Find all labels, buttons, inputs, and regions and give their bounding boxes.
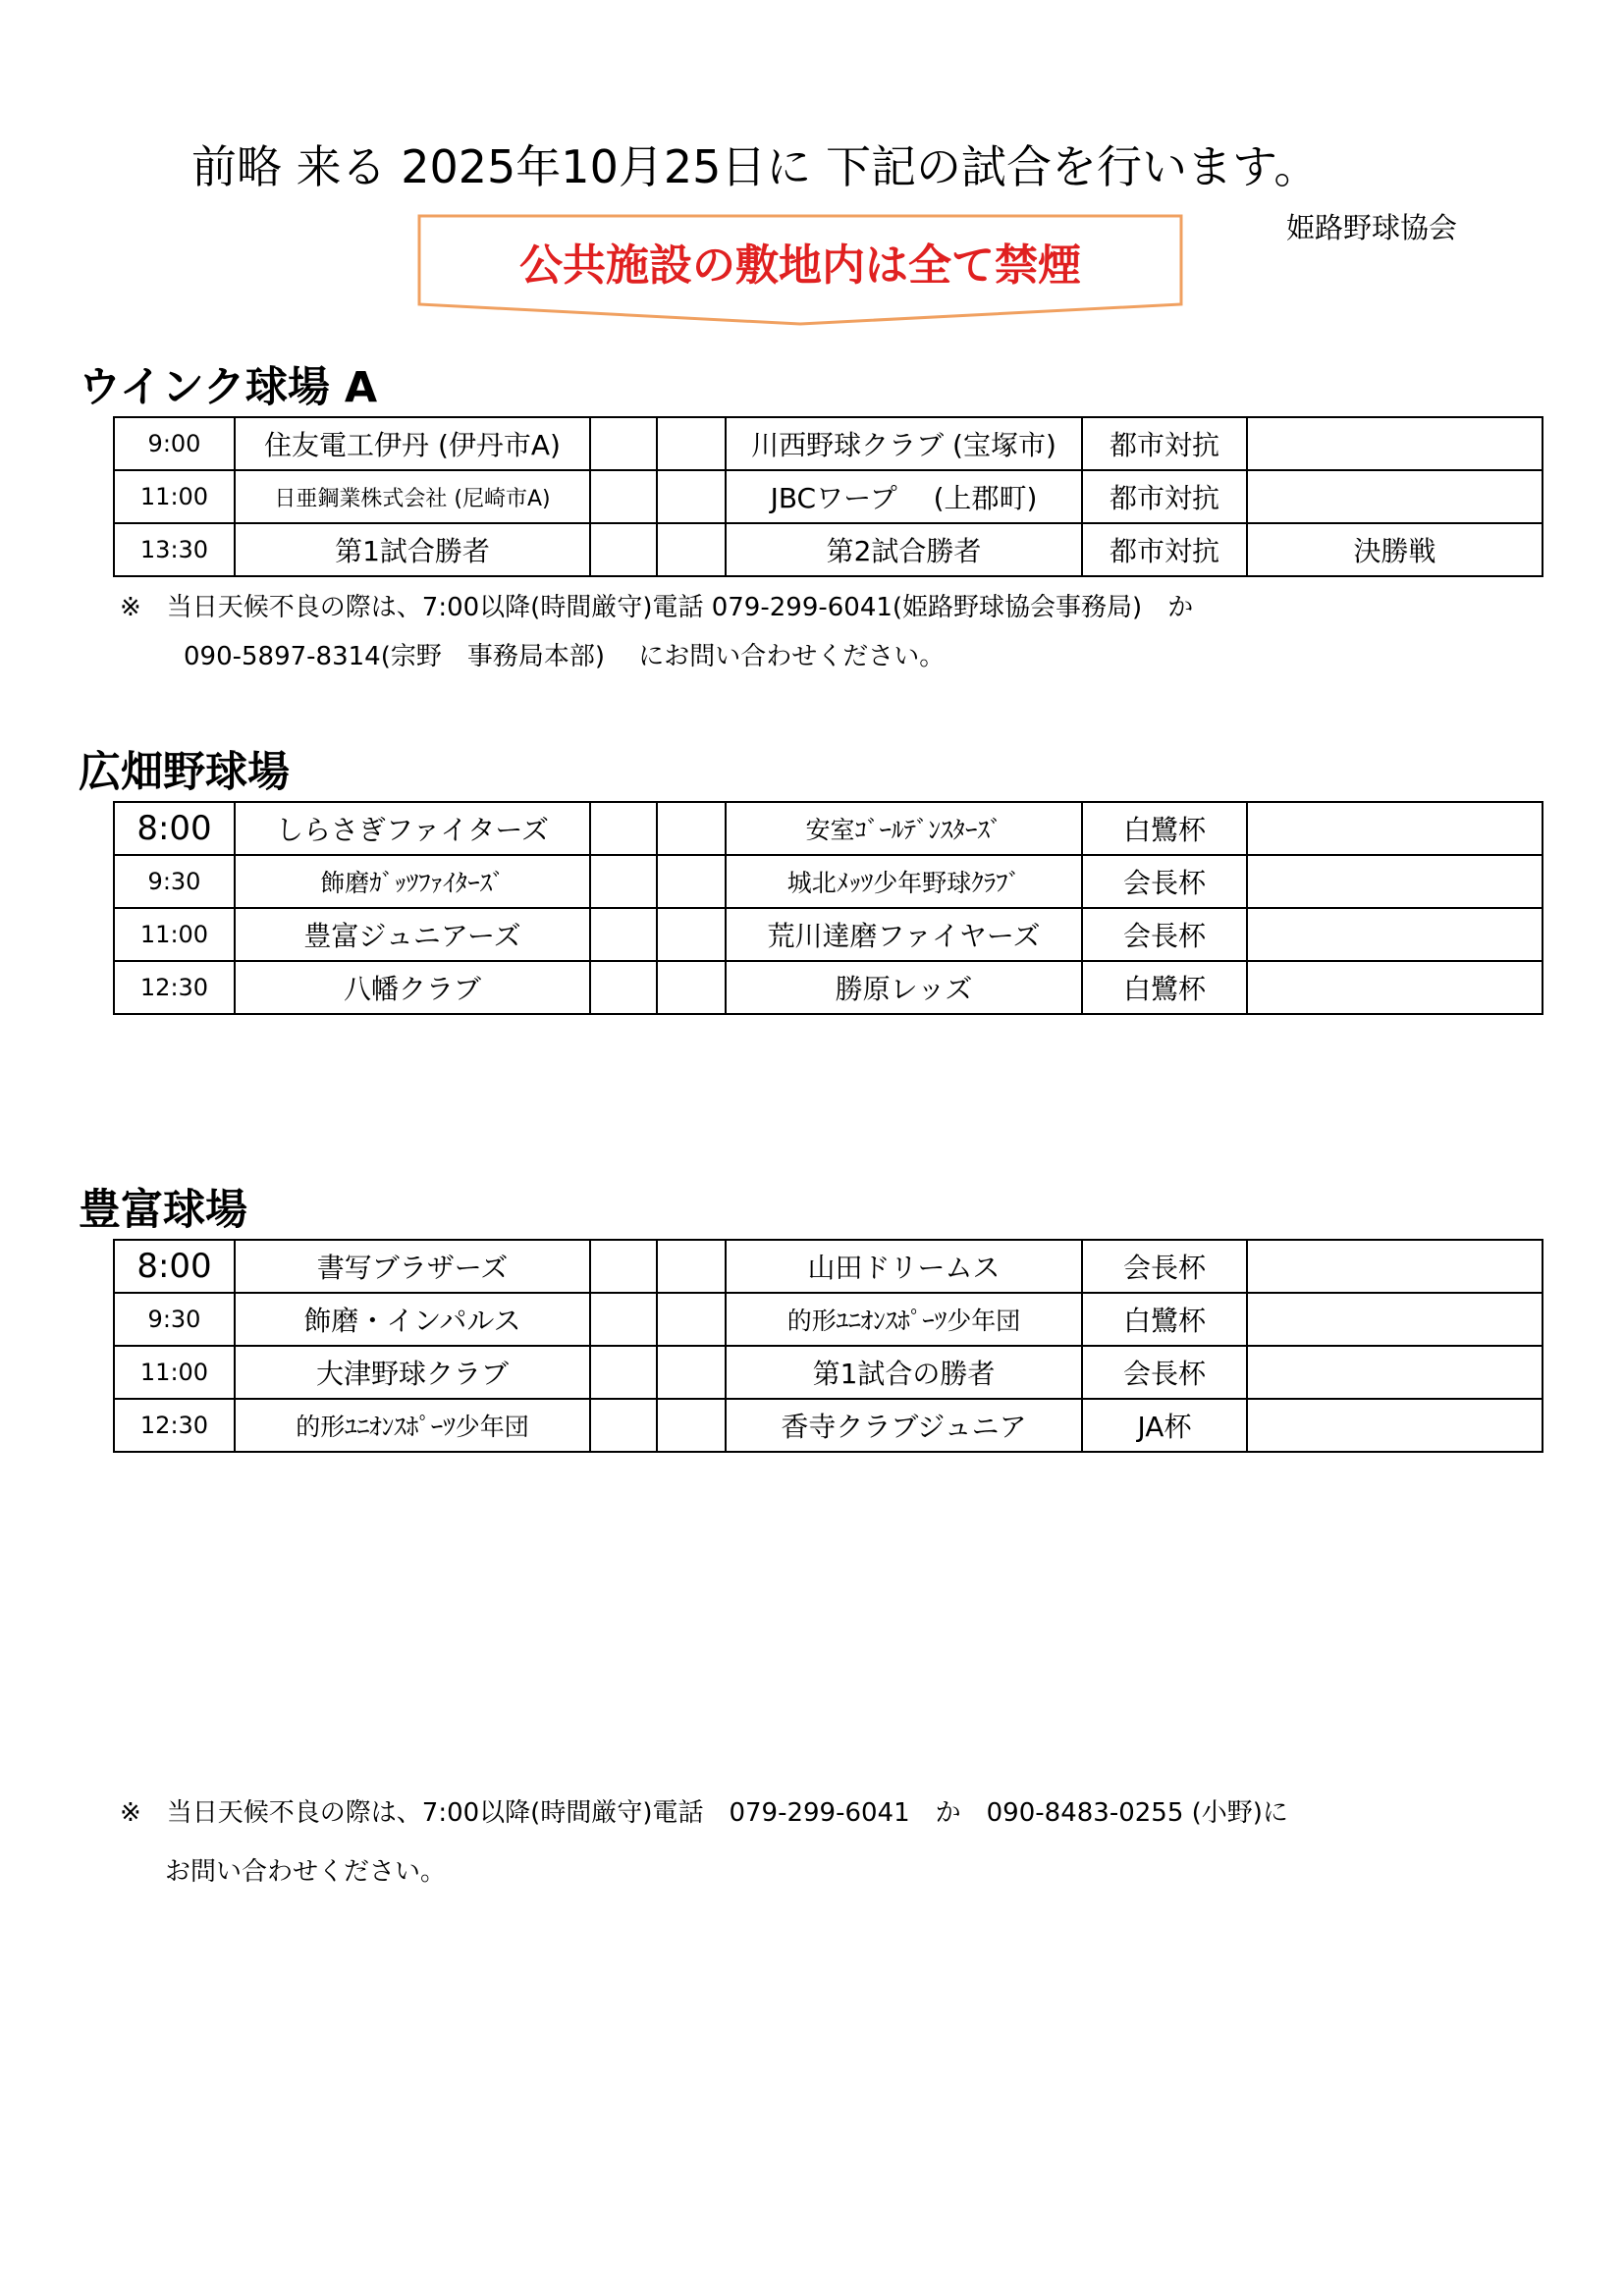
- away-team: 城北ﾒｯﾂ少年野球ｸﾗﾌﾞ: [726, 855, 1082, 908]
- home-team: 大津野球クラブ: [235, 1346, 590, 1399]
- table-row: [114, 470, 1543, 523]
- score-cell: [590, 1346, 657, 1399]
- score-cell: [590, 470, 657, 523]
- footer-notice-line: ※ 当日天候不良の際は、7:00以降(時間厳守)電話 079-299-6041 か 090-8483-0255 (小野)に: [120, 1798, 1288, 1828]
- table-row: [114, 1399, 1543, 1452]
- home-team: 第1試合勝者: [235, 523, 590, 576]
- remarks-cell: [1247, 417, 1543, 470]
- home-team: 書写ブラザーズ: [235, 1240, 590, 1293]
- score-cell: [590, 523, 657, 576]
- tournament-category: 都市対抗: [1082, 417, 1247, 470]
- match-time: 9:30: [114, 1293, 235, 1346]
- match-time: 8:00: [114, 802, 235, 855]
- tournament-category: 会長杯: [1082, 855, 1247, 908]
- remarks-cell: [1247, 855, 1543, 908]
- score-cell: [590, 1399, 657, 1452]
- table-row: [114, 1240, 1543, 1293]
- remarks-cell: [1247, 1293, 1543, 1346]
- page-title: 前略 来る 2025年10月25日に 下記の試合を行います。: [191, 140, 1320, 193]
- weather-notice-line: ※ 当日天候不良の際は、7:00以降(時間厳守)電話 079-299-6041(姫路野球協会事務局) か: [120, 593, 1194, 622]
- home-team: しらさぎファイターズ: [235, 802, 590, 855]
- match-time: 8:00: [114, 1240, 235, 1293]
- score-cell: [590, 802, 657, 855]
- remarks-cell: [1247, 1346, 1543, 1399]
- score-cell: [657, 470, 726, 523]
- match-time: 12:30: [114, 961, 235, 1014]
- away-team: 山田ドリームス: [726, 1240, 1082, 1293]
- score-cell: [657, 417, 726, 470]
- tournament-category: 会長杯: [1082, 908, 1247, 961]
- table-row: [114, 523, 1543, 576]
- table-row: [114, 417, 1543, 470]
- tournament-category: 白鷺杯: [1082, 802, 1247, 855]
- match-time: 11:00: [114, 1346, 235, 1399]
- home-team: 的形ﾕﾆｵﾝｽﾎﾟｰﾂ少年団: [235, 1399, 590, 1452]
- tournament-category: 都市対抗: [1082, 523, 1247, 576]
- away-team: 安室ｺﾞｰﾙﾃﾞﾝｽﾀｰｽﾞ: [726, 802, 1082, 855]
- score-cell: [590, 417, 657, 470]
- home-team: 飾磨・インパルス: [235, 1293, 590, 1346]
- score-cell: [657, 1346, 726, 1399]
- table-row: [114, 1346, 1543, 1399]
- match-time: 12:30: [114, 1399, 235, 1452]
- away-team: 第1試合の勝者: [726, 1346, 1082, 1399]
- venue-title: ウインク球場 A: [79, 363, 378, 412]
- table-row: [114, 908, 1543, 961]
- no-smoking-text: 公共施設の敷地内は全て禁煙: [519, 240, 1081, 291]
- tournament-category: 会長杯: [1082, 1346, 1247, 1399]
- no-smoking-banner: [417, 214, 1183, 327]
- remarks-cell: 決勝戦: [1247, 523, 1543, 576]
- organization-name: 姫路野球協会: [1286, 211, 1458, 244]
- tournament-category: 会長杯: [1082, 1240, 1247, 1293]
- home-team: 八幡クラブ: [235, 961, 590, 1014]
- score-cell: [590, 855, 657, 908]
- tournament-category: 都市対抗: [1082, 470, 1247, 523]
- home-team: 豊富ジュニアーズ: [235, 908, 590, 961]
- away-team: JBCワープ (上郡町): [726, 470, 1082, 523]
- venue-title: 広畑野球場: [79, 748, 290, 797]
- score-cell: [590, 1293, 657, 1346]
- score-cell: [657, 961, 726, 1014]
- table-row: [114, 855, 1543, 908]
- match-time: 13:30: [114, 523, 235, 576]
- tournament-category: 白鷺杯: [1082, 1293, 1247, 1346]
- weather-notice-line: 090-5897-8314(宗野 事務局本部) にお問い合わせください。: [184, 642, 946, 671]
- table-row: [114, 1293, 1543, 1346]
- table-row: [114, 961, 1543, 1014]
- match-time: 11:00: [114, 470, 235, 523]
- match-time: 9:00: [114, 417, 235, 470]
- score-cell: [657, 523, 726, 576]
- tournament-category: 白鷺杯: [1082, 961, 1247, 1014]
- home-team: 日亜鋼業株式会社 (尼崎市A): [235, 470, 590, 523]
- remarks-cell: [1247, 1399, 1543, 1452]
- score-cell: [590, 908, 657, 961]
- remarks-cell: [1247, 908, 1543, 961]
- remarks-cell: [1247, 802, 1543, 855]
- remarks-cell: [1247, 470, 1543, 523]
- score-cell: [590, 961, 657, 1014]
- home-team: 住友電工伊丹 (伊丹市A): [235, 417, 590, 470]
- away-team: 的形ﾕﾆｵﾝｽﾎﾟｰﾂ少年団: [726, 1293, 1082, 1346]
- score-cell: [657, 1293, 726, 1346]
- match-time: 11:00: [114, 908, 235, 961]
- away-team: 勝原レッズ: [726, 961, 1082, 1014]
- score-cell: [657, 908, 726, 961]
- score-cell: [657, 802, 726, 855]
- score-cell: [657, 855, 726, 908]
- remarks-cell: [1247, 1240, 1543, 1293]
- away-team: 川西野球クラブ (宝塚市): [726, 417, 1082, 470]
- tournament-category: JA杯: [1082, 1399, 1247, 1452]
- away-team: 荒川達磨ファイヤーズ: [726, 908, 1082, 961]
- home-team: 飾磨ｶﾞｯﾂﾌｧｲﾀｰｽﾞ: [235, 855, 590, 908]
- score-cell: [590, 1240, 657, 1293]
- away-team: 第2試合勝者: [726, 523, 1082, 576]
- table-row: [114, 802, 1543, 855]
- schedule-table: [113, 416, 1543, 577]
- schedule-table: [113, 1239, 1543, 1453]
- match-time: 9:30: [114, 855, 235, 908]
- score-cell: [657, 1240, 726, 1293]
- away-team: 香寺クラブジュニア: [726, 1399, 1082, 1452]
- remarks-cell: [1247, 961, 1543, 1014]
- score-cell: [657, 1399, 726, 1452]
- footer-notice-line: お問い合わせください。: [165, 1857, 447, 1887]
- venue-title: 豊富球場: [79, 1186, 247, 1235]
- schedule-table: [113, 801, 1543, 1015]
